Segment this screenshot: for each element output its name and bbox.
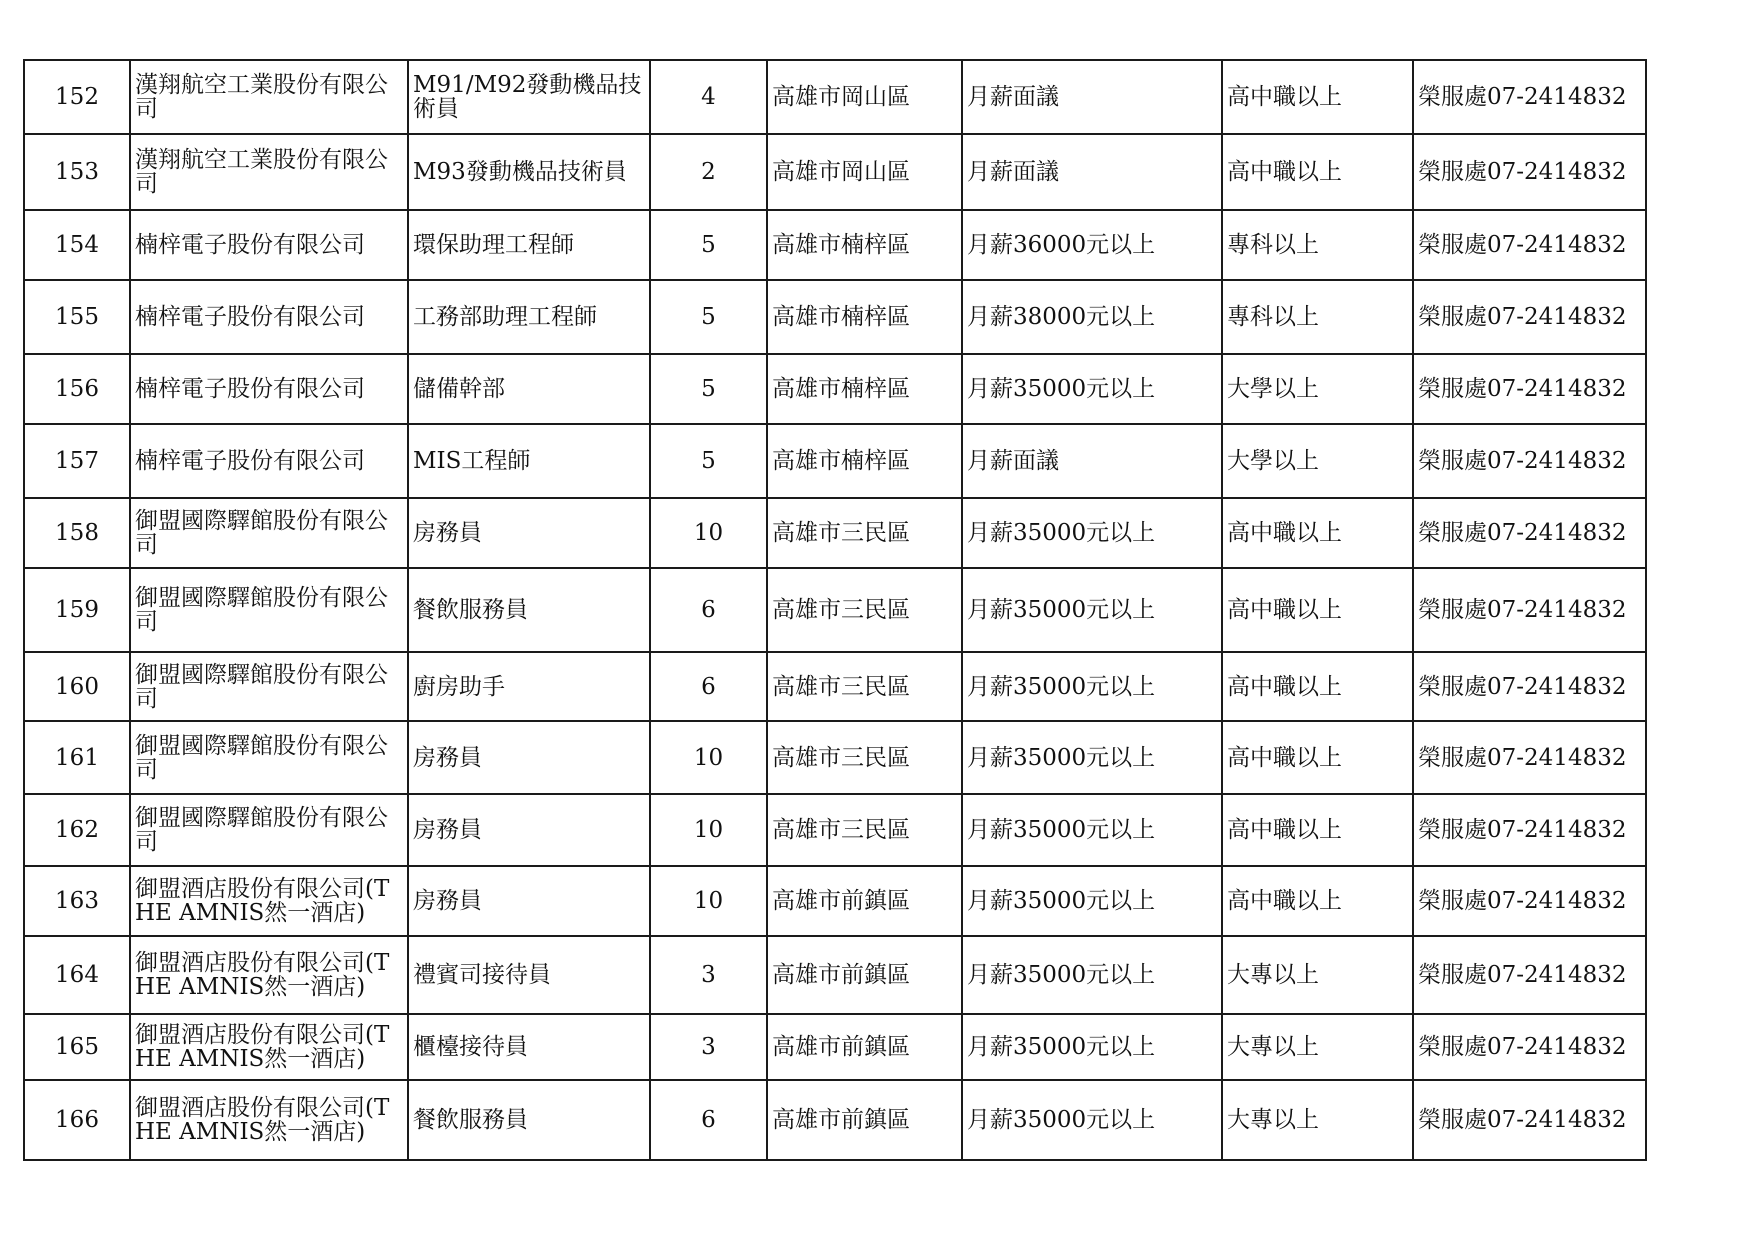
education-requirement: 高中職以上 [1222,866,1413,936]
salary: 月薪35000元以上 [962,498,1222,568]
company-name: 御盟國際驛館股份有限公司 [130,498,408,568]
job-title: M93發動機品技術員 [408,134,650,210]
table-row [24,794,1646,866]
job-title: 房務員 [408,794,650,866]
table-row [24,568,1646,652]
salary: 月薪面議 [962,424,1222,498]
company-name: 漢翔航空工業股份有限公司 [130,134,408,210]
company-name: 御盟酒店股份有限公司(THE AMNIS然一酒店) [130,1080,408,1160]
opening-count: 10 [650,794,767,866]
education-requirement: 高中職以上 [1222,652,1413,721]
work-location: 高雄市楠梓區 [767,210,962,280]
opening-count: 5 [650,210,767,280]
company-name: 御盟國際驛館股份有限公司 [130,568,408,652]
company-name: 御盟國際驛館股份有限公司 [130,794,408,866]
contact: 榮服處07-2414832 [1413,210,1646,280]
salary: 月薪35000元以上 [962,721,1222,794]
table-row [24,280,1646,354]
company-name: 漢翔航空工業股份有限公司 [130,60,408,134]
salary: 月薪面議 [962,60,1222,134]
opening-count: 6 [650,568,767,652]
work-location: 高雄市前鎮區 [767,1014,962,1080]
salary: 月薪35000元以上 [962,354,1222,424]
education-requirement: 高中職以上 [1222,498,1413,568]
contact: 榮服處07-2414832 [1413,498,1646,568]
job-title: 廚房助手 [408,652,650,721]
company-name: 御盟國際驛館股份有限公司 [130,721,408,794]
table-row [24,1014,1646,1080]
job-title: 餐飲服務員 [408,1080,650,1160]
company-name: 御盟酒店股份有限公司(THE AMNIS然一酒店) [130,936,408,1014]
salary: 月薪面議 [962,134,1222,210]
table-row [24,936,1646,1014]
education-requirement: 高中職以上 [1222,134,1413,210]
table-row [24,134,1646,210]
education-requirement: 大學以上 [1222,354,1413,424]
salary: 月薪38000元以上 [962,280,1222,354]
contact: 榮服處07-2414832 [1413,794,1646,866]
work-location: 高雄市楠梓區 [767,424,962,498]
work-location: 高雄市三民區 [767,721,962,794]
work-location: 高雄市三民區 [767,794,962,866]
work-location: 高雄市楠梓區 [767,280,962,354]
job-title: 櫃檯接待員 [408,1014,650,1080]
job-title: 餐飲服務員 [408,568,650,652]
education-requirement: 高中職以上 [1222,568,1413,652]
opening-count: 5 [650,354,767,424]
contact: 榮服處07-2414832 [1413,424,1646,498]
table-row [24,866,1646,936]
table-row [24,60,1646,134]
work-location: 高雄市三民區 [767,568,962,652]
company-name: 御盟酒店股份有限公司(THE AMNIS然一酒店) [130,1014,408,1080]
table-row [24,498,1646,568]
row-number: 156 [24,354,130,424]
work-location: 高雄市岡山區 [767,60,962,134]
salary: 月薪36000元以上 [962,210,1222,280]
contact: 榮服處07-2414832 [1413,60,1646,134]
contact: 榮服處07-2414832 [1413,866,1646,936]
row-number: 158 [24,498,130,568]
salary: 月薪35000元以上 [962,794,1222,866]
job-title: 房務員 [408,721,650,794]
row-number: 165 [24,1014,130,1080]
opening-count: 10 [650,721,767,794]
contact: 榮服處07-2414832 [1413,1014,1646,1080]
work-location: 高雄市楠梓區 [767,354,962,424]
job-title: 房務員 [408,866,650,936]
opening-count: 2 [650,134,767,210]
salary: 月薪35000元以上 [962,652,1222,721]
table-row [24,424,1646,498]
jobs-table [23,59,1647,1161]
salary: 月薪35000元以上 [962,936,1222,1014]
education-requirement: 專科以上 [1222,210,1413,280]
contact: 榮服處07-2414832 [1413,652,1646,721]
education-requirement: 專科以上 [1222,280,1413,354]
table-row [24,721,1646,794]
salary: 月薪35000元以上 [962,866,1222,936]
education-requirement: 大學以上 [1222,424,1413,498]
job-title: 環保助理工程師 [408,210,650,280]
opening-count: 5 [650,424,767,498]
opening-count: 6 [650,652,767,721]
opening-count: 6 [650,1080,767,1160]
company-name: 楠梓電子股份有限公司 [130,354,408,424]
education-requirement: 高中職以上 [1222,721,1413,794]
company-name: 御盟酒店股份有限公司(THE AMNIS然一酒店) [130,866,408,936]
row-number: 161 [24,721,130,794]
education-requirement: 高中職以上 [1222,794,1413,866]
company-name: 楠梓電子股份有限公司 [130,280,408,354]
education-requirement: 高中職以上 [1222,60,1413,134]
table-row [24,652,1646,721]
table-row [24,210,1646,280]
opening-count: 4 [650,60,767,134]
work-location: 高雄市三民區 [767,498,962,568]
row-number: 164 [24,936,130,1014]
row-number: 160 [24,652,130,721]
row-number: 166 [24,1080,130,1160]
opening-count: 3 [650,1014,767,1080]
education-requirement: 大專以上 [1222,936,1413,1014]
contact: 榮服處07-2414832 [1413,1080,1646,1160]
table-row [24,354,1646,424]
work-location: 高雄市前鎮區 [767,866,962,936]
job-title: MIS工程師 [408,424,650,498]
education-requirement: 大專以上 [1222,1080,1413,1160]
row-number: 159 [24,568,130,652]
row-number: 154 [24,210,130,280]
row-number: 162 [24,794,130,866]
opening-count: 10 [650,498,767,568]
contact: 榮服處07-2414832 [1413,354,1646,424]
contact: 榮服處07-2414832 [1413,280,1646,354]
company-name: 御盟國際驛館股份有限公司 [130,652,408,721]
row-number: 152 [24,60,130,134]
contact: 榮服處07-2414832 [1413,134,1646,210]
opening-count: 10 [650,866,767,936]
job-title: 儲備幹部 [408,354,650,424]
work-location: 高雄市前鎮區 [767,936,962,1014]
work-location: 高雄市岡山區 [767,134,962,210]
company-name: 楠梓電子股份有限公司 [130,424,408,498]
row-number: 155 [24,280,130,354]
job-title: 工務部助理工程師 [408,280,650,354]
contact: 榮服處07-2414832 [1413,721,1646,794]
row-number: 153 [24,134,130,210]
row-number: 157 [24,424,130,498]
contact: 榮服處07-2414832 [1413,936,1646,1014]
contact: 榮服處07-2414832 [1413,568,1646,652]
company-name: 楠梓電子股份有限公司 [130,210,408,280]
job-title: 房務員 [408,498,650,568]
work-location: 高雄市三民區 [767,652,962,721]
salary: 月薪35000元以上 [962,1014,1222,1080]
education-requirement: 大專以上 [1222,1014,1413,1080]
opening-count: 3 [650,936,767,1014]
work-location: 高雄市前鎮區 [767,1080,962,1160]
row-number: 163 [24,866,130,936]
job-title: 禮賓司接待員 [408,936,650,1014]
job-title: M91/M92發動機品技術員 [408,60,650,134]
table-row [24,1080,1646,1160]
salary: 月薪35000元以上 [962,568,1222,652]
salary: 月薪35000元以上 [962,1080,1222,1160]
opening-count: 5 [650,280,767,354]
